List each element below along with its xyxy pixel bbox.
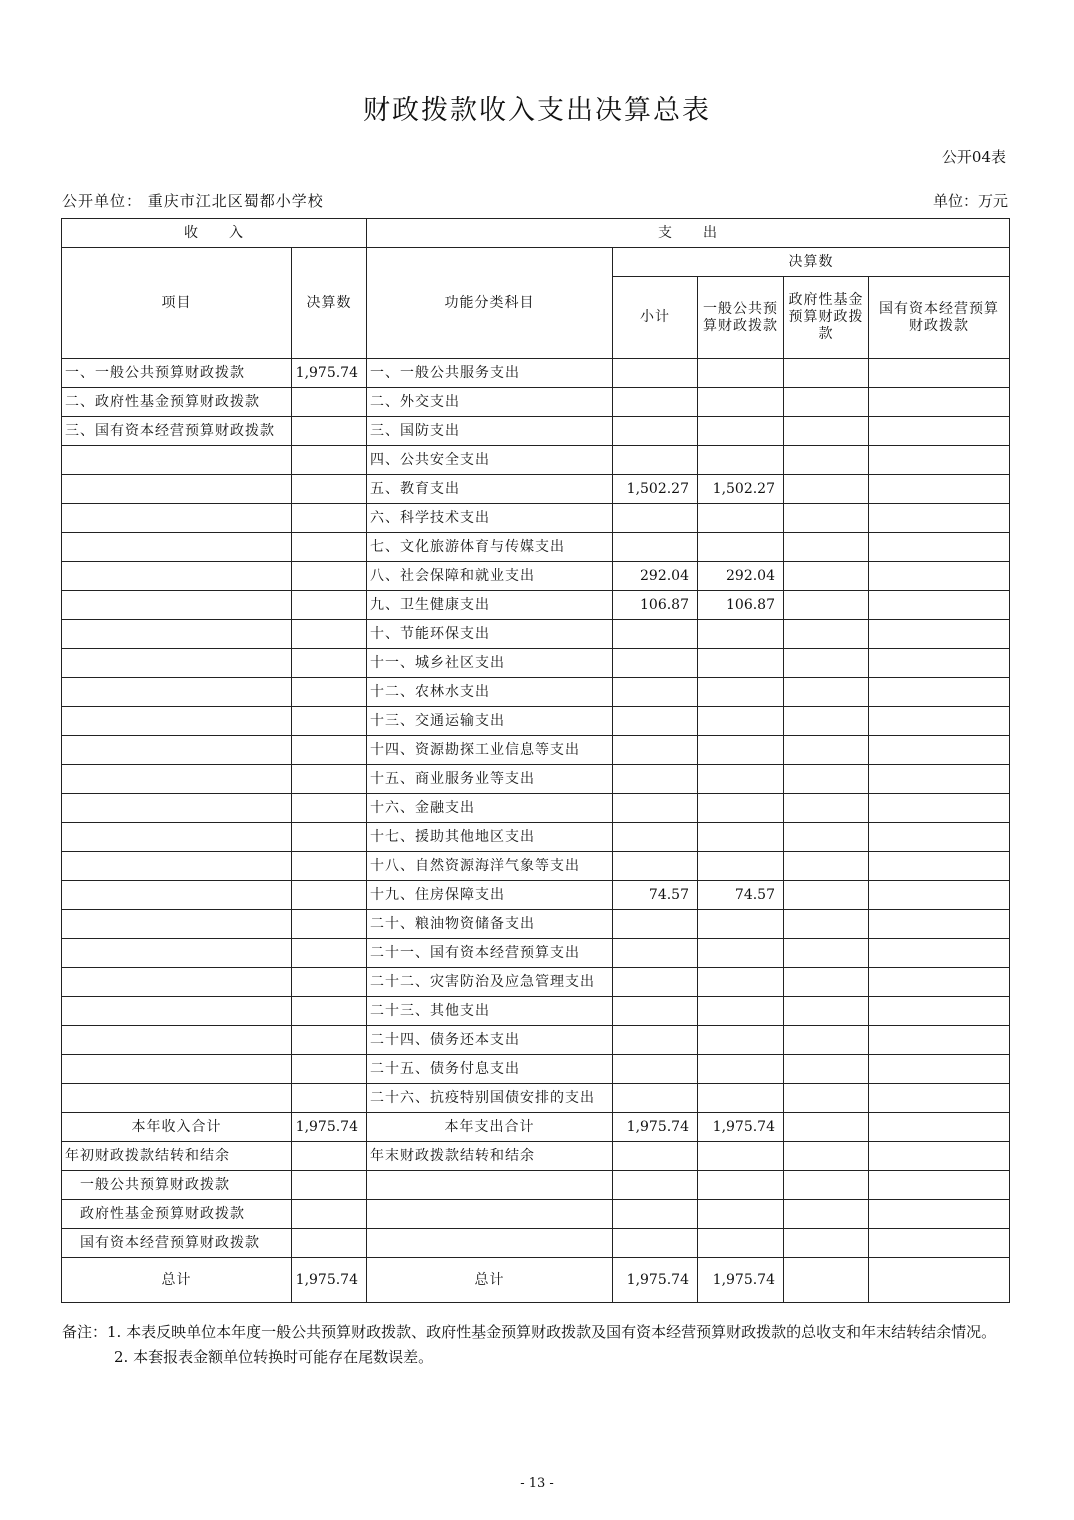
carry-income-amount (292, 1142, 367, 1171)
subtotal-amount (613, 910, 698, 939)
gov-fund-amount (784, 881, 869, 910)
general-amount (698, 388, 784, 417)
carry-expense-amount (784, 1229, 869, 1258)
state-capital-amount (869, 939, 1010, 968)
carry-expense-amount (613, 1171, 698, 1200)
income-item (62, 1084, 292, 1113)
year-state-capital-total (869, 1113, 1010, 1142)
general-amount (698, 765, 784, 794)
income-header: 收 入 (62, 219, 367, 248)
gov-fund-amount (784, 417, 869, 446)
general-amount (698, 852, 784, 881)
gov-fund-amount (784, 388, 869, 417)
table-row (62, 765, 1010, 794)
carry-expense-amount (698, 1229, 784, 1258)
expense-item: 八、社会保障和就业支出 (367, 562, 613, 591)
table-row (62, 910, 1010, 939)
general-amount: 1,502.27 (698, 475, 784, 504)
income-amount (292, 562, 367, 591)
carry-income-amount (292, 1171, 367, 1200)
income-item (62, 939, 292, 968)
expense-item: 二十六、抗疫特别国债安排的支出 (367, 1084, 613, 1113)
page-number: - 13 - (520, 1476, 554, 1491)
income-amount (292, 852, 367, 881)
income-item (62, 591, 292, 620)
expense-item: 十一、城乡社区支出 (367, 649, 613, 678)
gov-fund-amount (784, 1084, 869, 1113)
income-amount (292, 504, 367, 533)
income-amount (292, 997, 367, 1026)
carry-income-item: 国有资本经营预算财政拨款 (62, 1229, 292, 1258)
income-amount (292, 417, 367, 446)
gov-fund-amount (784, 1055, 869, 1084)
subtotal-amount (613, 1055, 698, 1084)
note-1: 备注：1. 本表反映单位本年度一般公共预算财政拨款、政府性基金预算财政拨款及国有资本经营预算财政拨款的总收支和年末结转结余情况。 (62, 1323, 997, 1341)
expense-item: 二、外交支出 (367, 388, 613, 417)
income-amount (292, 707, 367, 736)
state-capital-amount (869, 968, 1010, 997)
general-amount: 292.04 (698, 562, 784, 591)
general-amount (698, 707, 784, 736)
expense-item: 十五、商业服务业等支出 (367, 765, 613, 794)
income-amount (292, 765, 367, 794)
carry-expense-item: 年末财政拨款结转和结余 (367, 1142, 613, 1171)
general-header: 一般公共预算财政拨款 (698, 277, 784, 359)
subtotal-amount (613, 823, 698, 852)
general-amount (698, 997, 784, 1026)
carry-expense-amount (698, 1171, 784, 1200)
gov-fund-amount (784, 910, 869, 939)
table-row (62, 1055, 1010, 1084)
grand-subtotal-total: 1,975.74 (613, 1258, 698, 1303)
general-amount (698, 417, 784, 446)
income-item (62, 968, 292, 997)
gov-fund-amount (784, 852, 869, 881)
table-row (62, 939, 1010, 968)
state-capital-amount (869, 1026, 1010, 1055)
table-row (62, 794, 1010, 823)
state-capital-amount (869, 1055, 1010, 1084)
expense-item: 十八、自然资源海洋气象等支出 (367, 852, 613, 881)
gov-fund-amount (784, 823, 869, 852)
general-amount (698, 504, 784, 533)
expense-item: 十四、资源勘探工业信息等支出 (367, 736, 613, 765)
expense-item: 二十四、债务还本支出 (367, 1026, 613, 1055)
subtotal-amount (613, 620, 698, 649)
reporting-unit: 公开单位： 重庆市江北区蜀都小学校 (62, 192, 324, 210)
table-row (62, 562, 1010, 591)
income-item (62, 707, 292, 736)
state-capital-amount (869, 504, 1010, 533)
general-amount (698, 968, 784, 997)
income-amount (292, 968, 367, 997)
expense-item: 七、文化旅游体育与传媒支出 (367, 533, 613, 562)
subtotal-amount (613, 707, 698, 736)
expense-item: 十九、住房保障支出 (367, 881, 613, 910)
subtotal-amount (613, 533, 698, 562)
general-amount (698, 1055, 784, 1084)
notes (62, 1320, 1012, 1370)
income-amount (292, 736, 367, 765)
state-capital-amount (869, 794, 1010, 823)
currency-unit: 单位：万元 (932, 192, 1008, 210)
gov-fund-amount (784, 591, 869, 620)
table-row (62, 1084, 1010, 1113)
income-item: 三、国有资本经营预算财政拨款 (62, 417, 292, 446)
income-item (62, 1055, 292, 1084)
grand-general-total: 1,975.74 (698, 1258, 784, 1303)
carry-expense-amount (784, 1142, 869, 1171)
gov-fund-amount (784, 765, 869, 794)
table-row (62, 881, 1010, 910)
year-income-total-label: 本年收入合计 (62, 1113, 292, 1142)
page-title: 财政拨款收入支出决算总表 (363, 95, 711, 126)
state-capital-amount (869, 1084, 1010, 1113)
carry-expense-amount (869, 1171, 1010, 1200)
gov-fund-amount (784, 620, 869, 649)
carry-expense-amount (698, 1200, 784, 1229)
state-capital-amount (869, 359, 1010, 388)
grand-income-total-label: 总计 (62, 1258, 292, 1303)
expense-item: 四、公共安全支出 (367, 446, 613, 475)
state-capital-amount (869, 678, 1010, 707)
carry-income-item: 政府性基金预算财政拨款 (62, 1200, 292, 1229)
budget-table (61, 218, 1010, 1303)
year-total-row (62, 1113, 1010, 1142)
income-amount (292, 649, 367, 678)
subtotal-amount: 1,502.27 (613, 475, 698, 504)
income-amount (292, 1084, 367, 1113)
state-capital-amount (869, 591, 1010, 620)
table-row (62, 678, 1010, 707)
table-row (62, 707, 1010, 736)
income-amount (292, 388, 367, 417)
state-capital-amount (869, 881, 1010, 910)
expense-item: 十、节能环保支出 (367, 620, 613, 649)
income-item (62, 1026, 292, 1055)
gov-fund-amount (784, 504, 869, 533)
income-item (62, 446, 292, 475)
item-header: 项目 (62, 248, 292, 359)
income-amount (292, 1055, 367, 1084)
state-capital-amount (869, 823, 1010, 852)
carry-expense-amount (613, 1200, 698, 1229)
year-general-total: 1,975.74 (698, 1113, 784, 1142)
carry-expense-amount (869, 1200, 1010, 1229)
general-amount (698, 359, 784, 388)
carry-expense-item (367, 1200, 613, 1229)
carry-expense-amount (784, 1200, 869, 1229)
income-item (62, 620, 292, 649)
subtotal-amount (613, 736, 698, 765)
income-item: 一、一般公共预算财政拨款 (62, 359, 292, 388)
subtotal-amount (613, 765, 698, 794)
final-amount-header: 决算数 (292, 248, 367, 359)
income-amount (292, 1026, 367, 1055)
expense-header: 支 出 (367, 219, 1010, 248)
state-capital-amount (869, 533, 1010, 562)
subtotal-amount (613, 388, 698, 417)
subtotal-amount (613, 968, 698, 997)
income-amount (292, 475, 367, 504)
subtotal-amount (613, 997, 698, 1026)
state-capital-amount (869, 997, 1010, 1026)
income-item (62, 649, 292, 678)
subtotal-amount (613, 359, 698, 388)
income-item (62, 881, 292, 910)
grand-income-total: 1,975.74 (292, 1258, 367, 1303)
table-row (62, 1026, 1010, 1055)
income-item (62, 475, 292, 504)
general-amount (698, 823, 784, 852)
income-amount (292, 591, 367, 620)
grand-expense-total-label: 总计 (367, 1258, 613, 1303)
gov-fund-header: 政府性基金预算财政拨款 (784, 277, 869, 359)
gov-fund-amount (784, 562, 869, 591)
income-item (62, 852, 292, 881)
general-amount (698, 1026, 784, 1055)
gov-fund-amount (784, 678, 869, 707)
carry-expense-amount (613, 1142, 698, 1171)
table-row (62, 359, 1010, 388)
subtotal-amount: 106.87 (613, 591, 698, 620)
expense-item: 二十三、其他支出 (367, 997, 613, 1026)
year-gov-fund-total (784, 1113, 869, 1142)
table-row (62, 620, 1010, 649)
gov-fund-amount (784, 939, 869, 968)
table-row (62, 388, 1010, 417)
subtotal-amount (613, 1084, 698, 1113)
subtotal-amount (613, 504, 698, 533)
income-amount (292, 446, 367, 475)
general-amount (698, 533, 784, 562)
general-amount (698, 910, 784, 939)
general-amount (698, 649, 784, 678)
income-item (62, 794, 292, 823)
final-amount2-header: 决算数 (613, 248, 1010, 277)
income-item (62, 533, 292, 562)
note-2: 2. 本套报表金额单位转换时可能存在尾数误差。 (114, 1348, 434, 1366)
state-capital-amount (869, 910, 1010, 939)
table-row (62, 852, 1010, 881)
grand-gov-fund-total (784, 1258, 869, 1303)
subtotal-amount (613, 852, 698, 881)
income-amount (292, 939, 367, 968)
general-amount (698, 794, 784, 823)
subtotal-amount (613, 678, 698, 707)
carry-row (62, 1142, 1010, 1171)
carry-expense-item (367, 1229, 613, 1258)
income-item (62, 562, 292, 591)
subtotal-amount (613, 794, 698, 823)
gov-fund-amount (784, 533, 869, 562)
general-amount (698, 939, 784, 968)
table-row (62, 823, 1010, 852)
expense-item: 二十一、国有资本经营预算支出 (367, 939, 613, 968)
state-capital-amount (869, 852, 1010, 881)
gov-fund-amount (784, 794, 869, 823)
income-amount: 1,975.74 (292, 359, 367, 388)
income-amount (292, 620, 367, 649)
income-item (62, 678, 292, 707)
carry-expense-amount (613, 1229, 698, 1258)
income-amount (292, 678, 367, 707)
table-row (62, 591, 1010, 620)
subtotal-amount (613, 446, 698, 475)
func-class-header: 功能分类科目 (367, 248, 613, 359)
state-capital-header: 国有资本经营预算财政拨款 (869, 277, 1010, 359)
subtotal-amount (613, 649, 698, 678)
income-item (62, 504, 292, 533)
carry-row (62, 1229, 1010, 1258)
table-row (62, 997, 1010, 1026)
subtotal-amount: 74.57 (613, 881, 698, 910)
year-income-total: 1,975.74 (292, 1113, 367, 1142)
expense-item: 一、一般公共服务支出 (367, 359, 613, 388)
table-row (62, 417, 1010, 446)
carry-income-amount (292, 1200, 367, 1229)
expense-item: 九、卫生健康支出 (367, 591, 613, 620)
expense-item: 五、教育支出 (367, 475, 613, 504)
carry-expense-item (367, 1171, 613, 1200)
carry-income-item: 一般公共预算财政拨款 (62, 1171, 292, 1200)
carry-expense-amount (784, 1171, 869, 1200)
table-row (62, 533, 1010, 562)
subtotal-header: 小计 (613, 277, 698, 359)
carry-expense-amount (869, 1142, 1010, 1171)
gov-fund-amount (784, 475, 869, 504)
gov-fund-amount (784, 968, 869, 997)
carry-income-amount (292, 1229, 367, 1258)
income-item (62, 765, 292, 794)
general-amount: 74.57 (698, 881, 784, 910)
income-item (62, 736, 292, 765)
general-amount (698, 620, 784, 649)
income-amount (292, 533, 367, 562)
state-capital-amount (869, 765, 1010, 794)
general-amount (698, 446, 784, 475)
gov-fund-amount (784, 1026, 869, 1055)
general-amount (698, 736, 784, 765)
subtotal-amount (613, 1026, 698, 1055)
table-row (62, 736, 1010, 765)
subtotal-amount (613, 939, 698, 968)
income-amount (292, 881, 367, 910)
carry-income-item: 年初财政拨款结转和结余 (62, 1142, 292, 1171)
table-row (62, 968, 1010, 997)
expense-item: 十七、援助其他地区支出 (367, 823, 613, 852)
expense-item: 二十五、债务付息支出 (367, 1055, 613, 1084)
expense-item: 十三、交通运输支出 (367, 707, 613, 736)
income-amount (292, 794, 367, 823)
general-amount (698, 1084, 784, 1113)
income-item (62, 823, 292, 852)
year-expense-total-label: 本年支出合计 (367, 1113, 613, 1142)
grand-state-capital-total (869, 1258, 1010, 1303)
subtotal-amount: 292.04 (613, 562, 698, 591)
income-item (62, 910, 292, 939)
table-row (62, 475, 1010, 504)
state-capital-amount (869, 707, 1010, 736)
general-amount: 106.87 (698, 591, 784, 620)
gov-fund-amount (784, 649, 869, 678)
state-capital-amount (869, 649, 1010, 678)
table-row (62, 446, 1010, 475)
table-row (62, 504, 1010, 533)
income-amount (292, 823, 367, 852)
carry-expense-amount (698, 1142, 784, 1171)
gov-fund-amount (784, 997, 869, 1026)
expense-item: 二十、粮油物资储备支出 (367, 910, 613, 939)
income-item (62, 997, 292, 1026)
carry-row (62, 1200, 1010, 1229)
expense-item: 三、国防支出 (367, 417, 613, 446)
state-capital-amount (869, 446, 1010, 475)
state-capital-amount (869, 620, 1010, 649)
income-amount (292, 910, 367, 939)
carry-row (62, 1171, 1010, 1200)
subtotal-amount (613, 417, 698, 446)
form-number: 公开04表 (941, 148, 1006, 166)
income-item: 二、政府性基金预算财政拨款 (62, 388, 292, 417)
grand-total-row (62, 1258, 1010, 1303)
state-capital-amount (869, 388, 1010, 417)
gov-fund-amount (784, 359, 869, 388)
state-capital-amount (869, 562, 1010, 591)
gov-fund-amount (784, 736, 869, 765)
expense-item: 十六、金融支出 (367, 794, 613, 823)
gov-fund-amount (784, 707, 869, 736)
expense-item: 六、科学技术支出 (367, 504, 613, 533)
general-amount (698, 678, 784, 707)
expense-item: 二十二、灾害防治及应急管理支出 (367, 968, 613, 997)
year-subtotal-total: 1,975.74 (613, 1113, 698, 1142)
expense-item: 十二、农林水支出 (367, 678, 613, 707)
state-capital-amount (869, 736, 1010, 765)
carry-expense-amount (869, 1229, 1010, 1258)
state-capital-amount (869, 417, 1010, 446)
table-row (62, 649, 1010, 678)
gov-fund-amount (784, 446, 869, 475)
state-capital-amount (869, 475, 1010, 504)
